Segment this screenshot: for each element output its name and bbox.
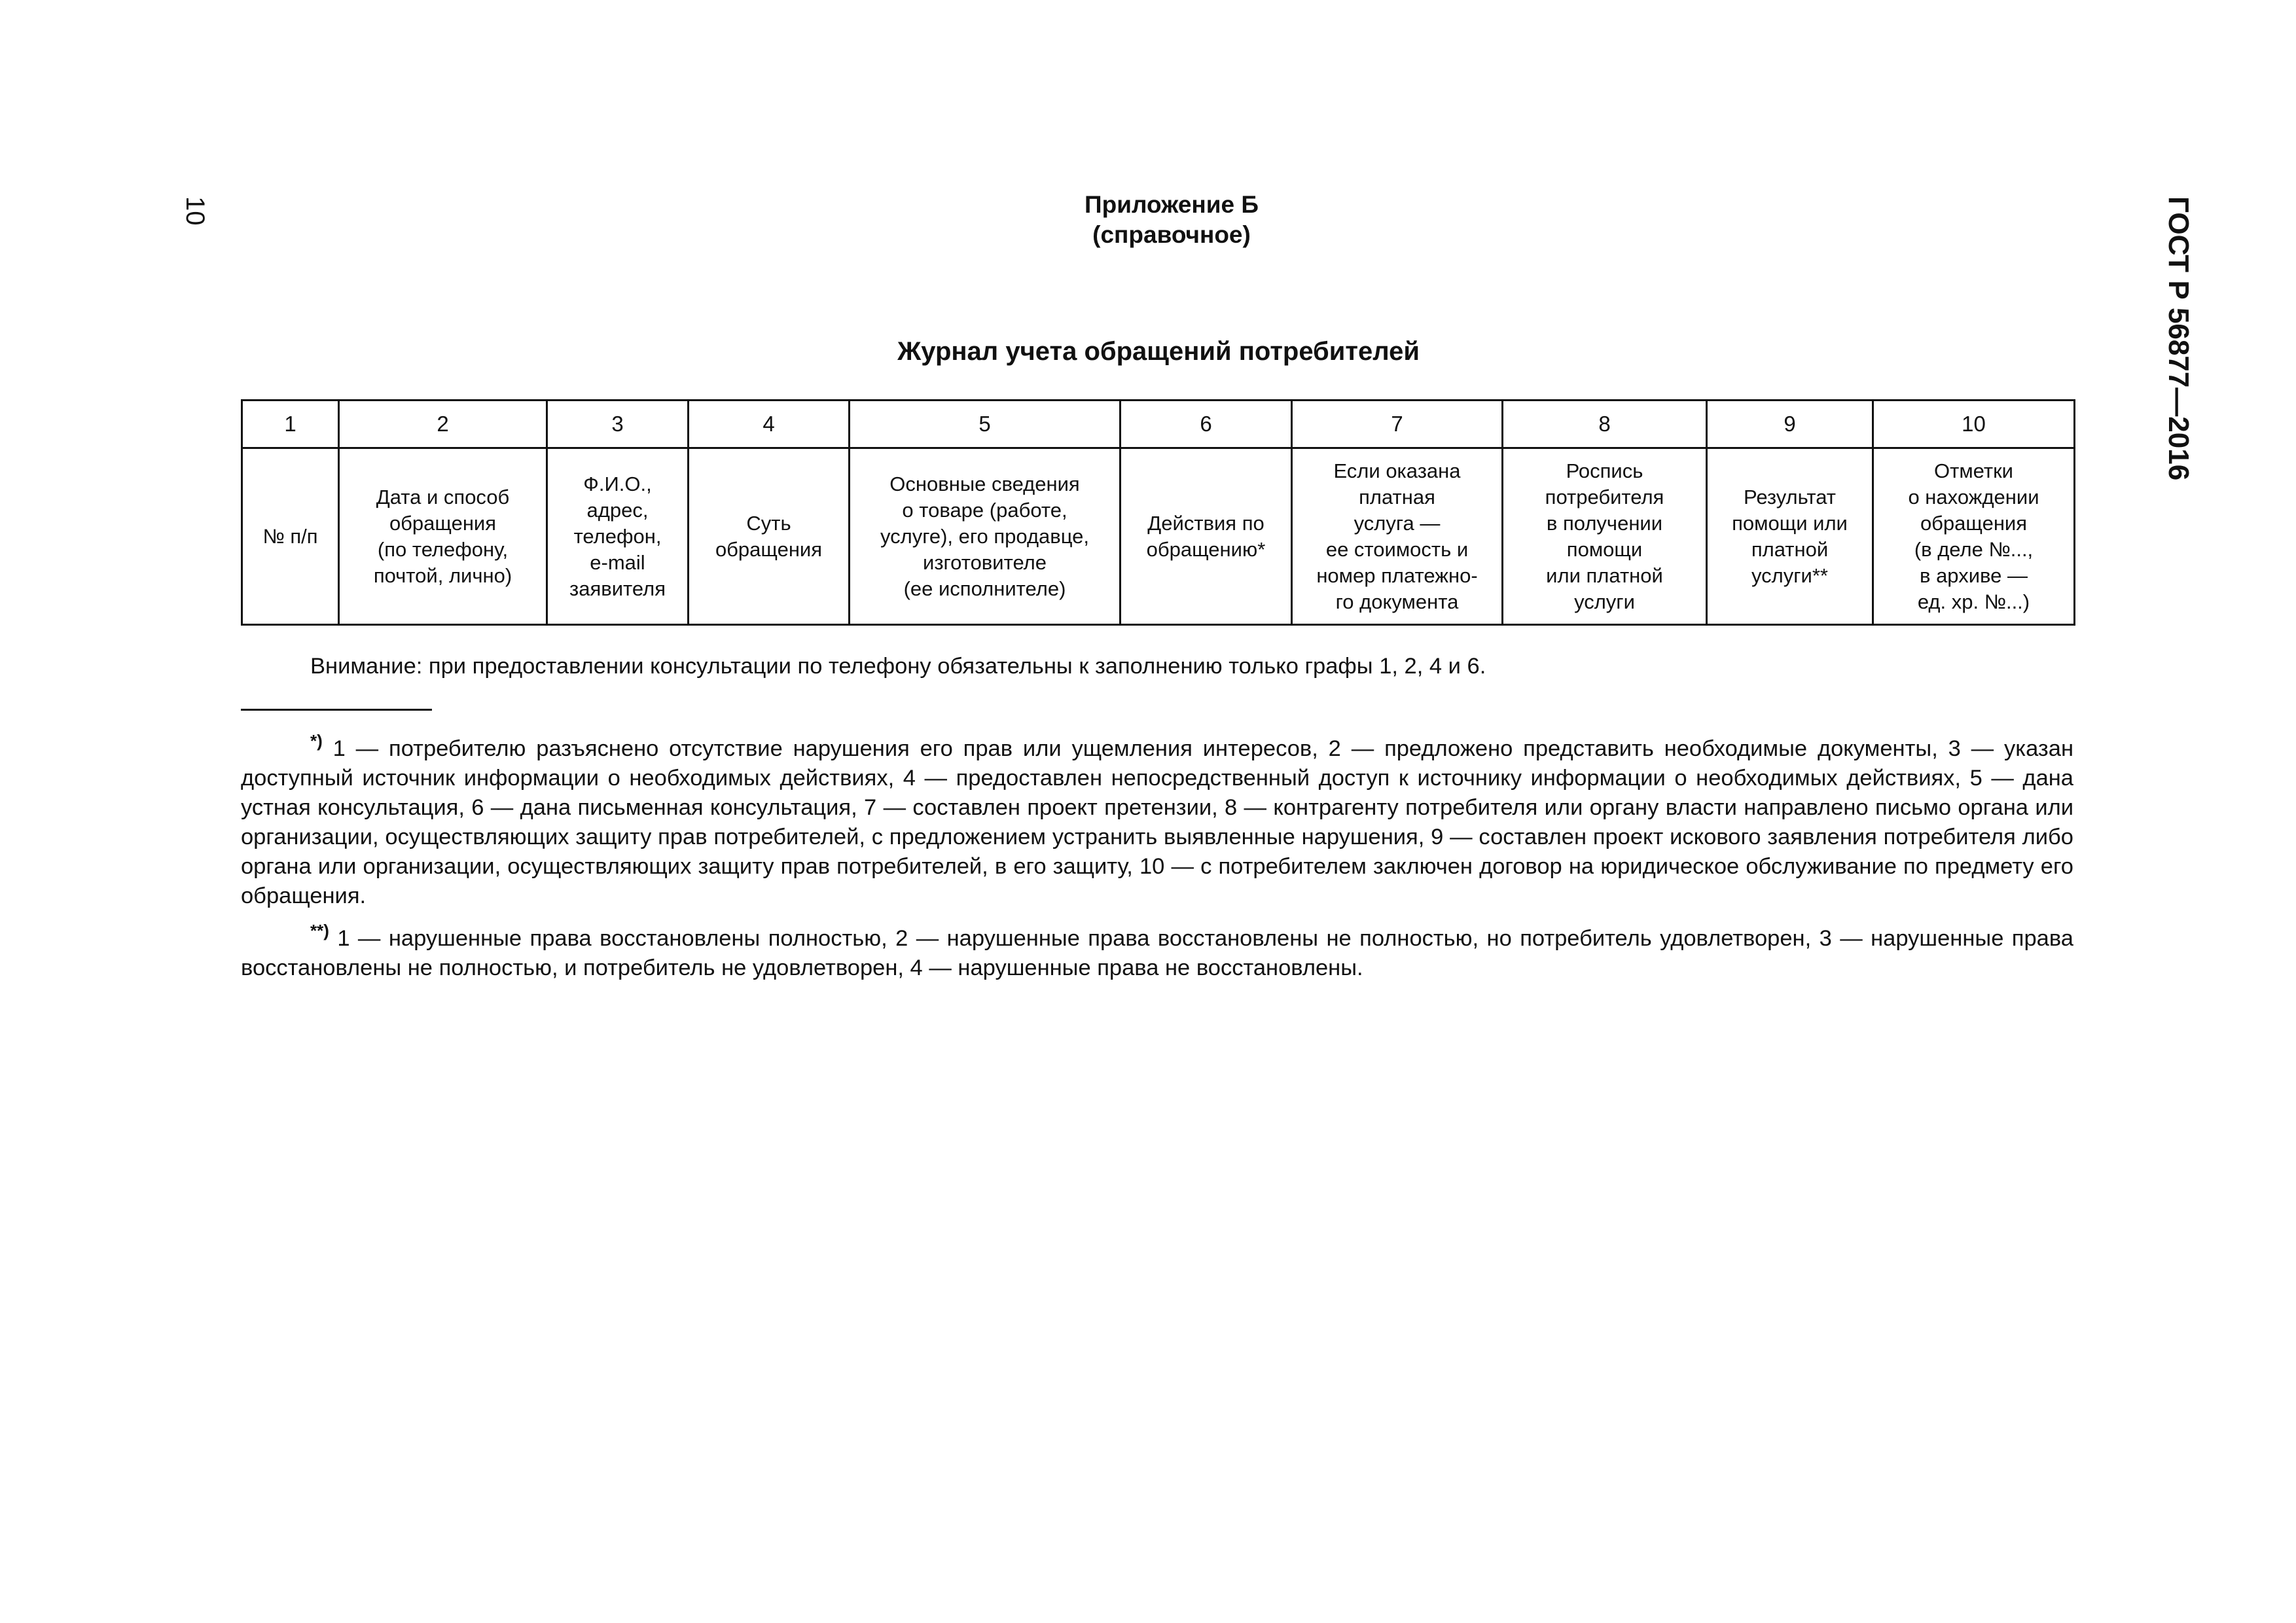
column-header-cell: Основные сведения о товаре (работе, услуге), его продавце, изготовителе (ее исполнителе) xyxy=(850,448,1121,625)
footnote-results xyxy=(241,916,2073,983)
column-header-cell: Результат помощи или платной услуги** xyxy=(1707,448,1873,625)
column-number-row xyxy=(242,401,2075,448)
column-number-cell: 7 xyxy=(1292,401,1503,448)
footnote-mark: *) xyxy=(310,731,323,751)
document-code: ГОСТ Р 56877—2016 xyxy=(2162,196,2195,481)
appendix-type: (справочное) xyxy=(1092,221,1251,248)
column-number-cell: 8 xyxy=(1503,401,1707,448)
column-header-cell: Дата и способ обращения (по телефону, почтой, лично) xyxy=(339,448,547,625)
footnote-actions xyxy=(241,726,2073,911)
column-header-cell: Роспись потребителя в получении помощи или платной услуги xyxy=(1503,448,1707,625)
footnote-mark: **) xyxy=(310,921,329,940)
column-header-cell: № п/п xyxy=(242,448,339,625)
column-number-cell: 9 xyxy=(1707,401,1873,448)
column-number-cell: 2 xyxy=(339,401,547,448)
column-number-cell: 1 xyxy=(242,401,339,448)
page-number: 10 xyxy=(181,196,209,226)
journal-title: Журнал учета обращений потребителей xyxy=(897,337,1420,366)
column-number-cell: 10 xyxy=(1873,401,2075,448)
column-header-cell: Действия по обращению* xyxy=(1121,448,1292,625)
column-header-cell: Если оказана платная услуга — ее стоимость и номер платежно- го документа xyxy=(1292,448,1503,625)
column-header-row xyxy=(242,448,2075,625)
column-number-cell: 6 xyxy=(1121,401,1292,448)
column-number-cell: 3 xyxy=(547,401,689,448)
attention-note: Внимание: при предоставлении консультации по телефону обязательны к заполнению только графы 1, 2, 4 и 6. xyxy=(310,654,1486,679)
appendix-title: Приложение Б xyxy=(1085,191,1259,218)
column-header-cell: Отметки о нахождении обращения (в деле №..., в архиве — ед. хр. №...) xyxy=(1873,448,2075,625)
column-number-cell: 5 xyxy=(850,401,1121,448)
footnote-separator xyxy=(241,709,432,711)
journal-table xyxy=(241,399,2075,626)
column-number-cell: 4 xyxy=(689,401,850,448)
footnote-text: 1 — нарушенные права восстановлены полностью, 2 — нарушенные права восстановлены не полностью, но потребитель удовлетворен, 3 — нарушенные права восстановлены не полностью, и потребитель не удовлетворен, 4 — нарушенные права не восстановлены. xyxy=(241,926,2073,980)
column-header-cell: Ф.И.О., адрес, телефон, e-mail заявителя xyxy=(547,448,689,625)
footnote-text: 1 — потребителю разъяснено отсутствие нарушения его прав или ущемления интересов, 2 — предложено представить необходимые документы, 3 — указан доступный источник информации о необходимых действиях, 4 — предоставлен непосредственный доступ к источнику информации о необходимых действиях, 5 — дана устная консультация, 6 — дана письменная консультация, 7 — составлен проект претензии, 8 — контрагенту потребителя или органу власти направлено письмо органа или организации, осуществляющих защиту прав потребителей, с предложением устранить выявленные нарушения, 9 — составлен проект искового заявления потребителя либо органа или организации, осуществляющих защиту прав потребителей, в его защиту, 10 — с потребителем заключен договор на юридическое обслуживание по предмету его обращения. xyxy=(241,736,2073,908)
column-header-cell: Суть обращения xyxy=(689,448,850,625)
